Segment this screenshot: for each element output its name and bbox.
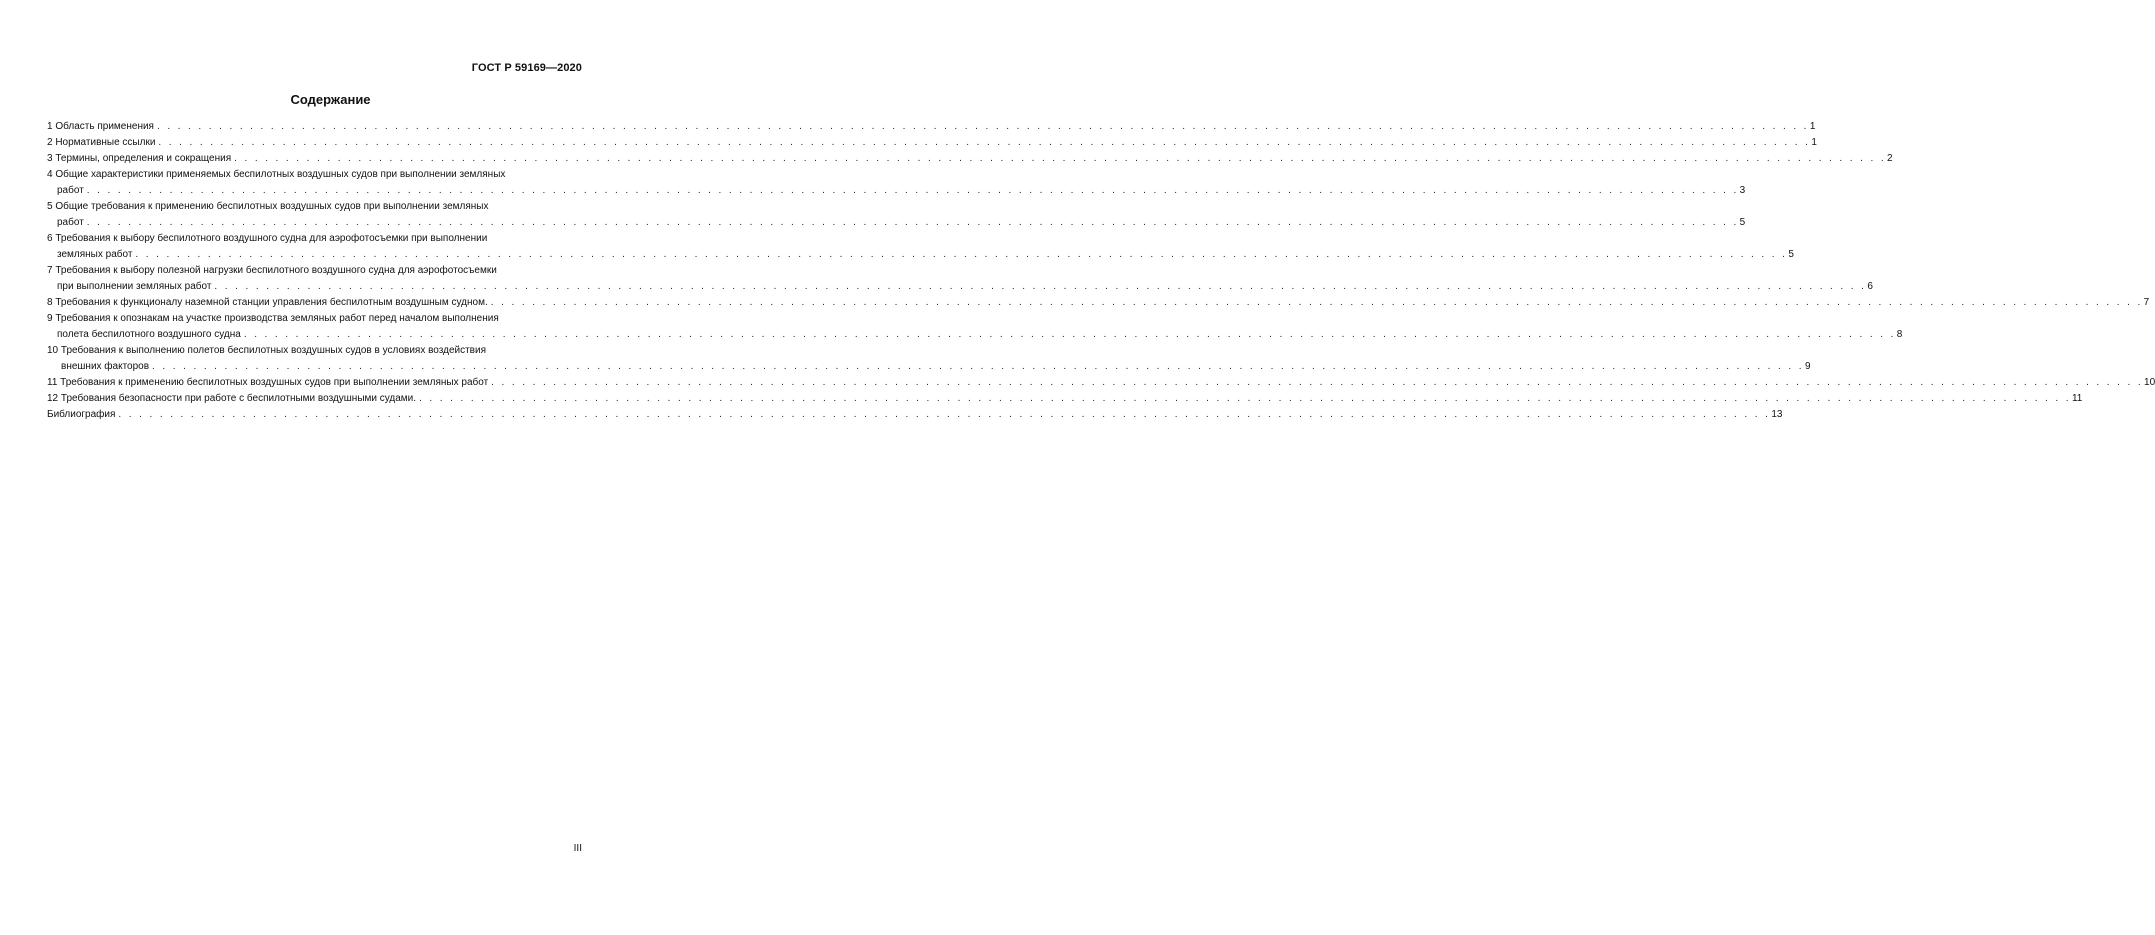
dot-leader: . . . . . . . . . . . . . . . . . . . . . . . . . . . . . . . . . . . . . . . . . . . . . . . . . . . . . . . . . . . . . . . . . . . . . . . . . . . . . . . . . . . . . . . . . . . . . . . . . . . . . . . . . . . . . . . . . . . . . . . . . . . . . . . . . . . . . . . . . . . . . . . . . . . . . . . . . . . . . . . . [243,329,1896,340]
toc-entry[interactable] [47,151,1893,167]
dot-leader: . . . . . . . . . . . . . . . . . . . . . . . . . . . . . . . . . . . . . . . . . . . . . . . . . . . . . . . . . . . . . . . . . . . . . . . . . . . . . . . . . . . . . . . . . . . . . . . . . . . . . . . . . . . . . . . . . . . . . . . . . . . . . . . . . . . . . . . . . . . . . . . . . . . . . . . . . . . . . . . . [234,153,1887,164]
toc-page-number: 11 [2071,393,2083,404]
toc-page-number: 5 [1788,249,1794,260]
toc-page-number: 6 [1867,281,1873,292]
toc-entry-title: 10 Требования к выполнению полетов беспилотных воздушных судов в условиях воздействия [47,345,486,356]
toc-page-number: 1 [1809,121,1816,132]
toc-entry-title: при выполнении земляных работ [57,281,212,292]
toc-entry-title: 3 Термины, определения и сокращения [47,153,232,164]
toc-entry[interactable] [47,119,1816,135]
dot-leader: . . . . . . . . . . . . . . . . . . . . . . . . . . . . . . . . . . . . . . . . . . . . . . . . . . . . . . . . . . . . . . . . . . . . . . . . . . . . . . . . . . . . . . . . . . . . . . . . . . . . . . . . . . . . . . . . . . . . . . . . . . . . . . . . . . . . . . . . . . . . . . . . . . . . . . . . . . . . . . . . [490,297,2143,308]
dot-leader: . . . . . . . . . . . . . . . . . . . . . . . . . . . . . . . . . . . . . . . . . . . . . . . . . . . . . . . . . . . . . . . . . . . . . . . . . . . . . . . . . . . . . . . . . . . . . . . . . . . . . . . . . . . . . . . . . . . . . . . . . . . . . . . . . . . . . . . . . . . . . . . . . . . . . . . . . . . . . . . . [118,409,1771,420]
toc-page-number: 1 [1811,137,1817,148]
toc-page-number: 3 [1739,185,1746,196]
toc-entry-title: работ [57,185,84,196]
toc-entry[interactable] [47,375,2155,391]
toc-entry-title: Библиография [47,409,116,420]
page-number: III [573,843,582,854]
toc-entry-title: внешних факторов [61,361,150,372]
toc-entry-title: земляных работ [57,249,133,260]
toc-entry[interactable] [47,311,1903,343]
dot-leader: . . . . . . . . . . . . . . . . . . . . . . . . . . . . . . . . . . . . . . . . . . . . . . . . . . . . . . . . . . . . . . . . . . . . . . . . . . . . . . . . . . . . . . . . . . . . . . . . . . . . . . . . . . . . . . . . . . . . . . . . . . . . . . . . . . . . . . . . . . . . . . . . . . . . . . . . . . . . . . . . [86,185,1739,196]
toc-entry-title: 6 Требования к выбору беспилотного воздушного судна для аэрофотосъемки при выполнении [47,233,488,244]
toc-page-number: 2 [1887,153,1893,164]
toc-entry[interactable] [47,199,1746,231]
toc-entry[interactable] [47,295,2150,311]
toc-entry[interactable] [47,407,1783,423]
toc-entry[interactable] [47,263,1873,295]
toc-entry-title: полета беспилотного воздушного судна [57,329,241,340]
dot-leader: . . . . . . . . . . . . . . . . . . . . . . . . . . . . . . . . . . . . . . . . . . . . . . . . . . . . . . . . . . . . . . . . . . . . . . . . . . . . . . . . . . . . . . . . . . . . . . . . . . . . . . . . . . . . . . . . . . . . . . . . . . . . . . . . . . . . . . . . . . . . . . . . . . . . . . . . . . . . . . . . [214,281,1867,292]
toc-entry-title: 11 Требования к применению беспилотных воздушных судов при выполнении земляных работ [47,377,489,388]
toc-entry-title: 5 Общие требования к применению беспилотных воздушных судов при выполнении земляных [47,201,489,212]
dot-leader: . . . . . . . . . . . . . . . . . . . . . . . . . . . . . . . . . . . . . . . . . . . . . . . . . . . . . . . . . . . . . . . . . . . . . . . . . . . . . . . . . . . . . . . . . . . . . . . . . . . . . . . . . . . . . . . . . . . . . . . . . . . . . . . . . . . . . . . . . . . . . . . . . . . . . . . . . . . . . . . . [158,137,1811,148]
toc-entry[interactable] [47,135,1817,151]
toc-entry-title: 4 Общие характеристики применяемых беспилотных воздушных судов при выполнении земляных [47,169,506,180]
dot-leader: . . . . . . . . . . . . . . . . . . . . . . . . . . . . . . . . . . . . . . . . . . . . . . . . . . . . . . . . . . . . . . . . . . . . . . . . . . . . . . . . . . . . . . . . . . . . . . . . . . . . . . . . . . . . . . . . . . . . . . . . . . . . . . . . . . . . . . . . . . . . . . . . . . . . . . . . . . . . . . . . [491,377,2144,388]
toc-entry[interactable] [47,391,2083,407]
toc-page-number: 10 [2144,377,2155,388]
toc-page-number: 13 [1771,409,1783,420]
toc-page-number: 5 [1739,217,1746,228]
dot-leader: . . . . . . . . . . . . . . . . . . . . . . . . . . . . . . . . . . . . . . . . . . . . . . . . . . . . . . . . . . . . . . . . . . . . . . . . . . . . . . . . . . . . . . . . . . . . . . . . . . . . . . . . . . . . . . . . . . . . . . . . . . . . . . . . . . . . . . . . . . . . . . . . . . . . . . . . . . . . . . . . [419,393,2071,404]
toc-page-number: 9 [1804,361,1811,372]
toc-entry-title: 9 Требования к опознакам на участке производства земляных работ перед началом выполнения [47,313,499,324]
dot-leader: . . . . . . . . . . . . . . . . . . . . . . . . . . . . . . . . . . . . . . . . . . . . . . . . . . . . . . . . . . . . . . . . . . . . . . . . . . . . . . . . . . . . . . . . . . . . . . . . . . . . . . . . . . . . . . . . . . . . . . . . . . . . . . . . . . . . . . . . . . . . . . . . . . . . . . . . . . . . . . . . [86,217,1739,228]
table-of-contents [47,119,2155,423]
document-code: ГОСТ Р 59169—2020 [471,62,582,74]
dot-leader: . . . . . . . . . . . . . . . . . . . . . . . . . . . . . . . . . . . . . . . . . . . . . . . . . . . . . . . . . . . . . . . . . . . . . . . . . . . . . . . . . . . . . . . . . . . . . . . . . . . . . . . . . . . . . . . . . . . . . . . . . . . . . . . . . . . . . . . . . . . . . . . . . . . . . . . . . . . . . . . . [156,121,1809,132]
toc-entry-title: работ [57,217,84,228]
dot-leader: . . . . . . . . . . . . . . . . . . . . . . . . . . . . . . . . . . . . . . . . . . . . . . . . . . . . . . . . . . . . . . . . . . . . . . . . . . . . . . . . . . . . . . . . . . . . . . . . . . . . . . . . . . . . . . . . . . . . . . . . . . . . . . . . . . . . . . . . . . . . . . . . . . . . . . . . . . . . . . . . [135,249,1788,260]
toc-title: Содержание [290,92,371,107]
dot-leader: . . . . . . . . . . . . . . . . . . . . . . . . . . . . . . . . . . . . . . . . . . . . . . . . . . . . . . . . . . . . . . . . . . . . . . . . . . . . . . . . . . . . . . . . . . . . . . . . . . . . . . . . . . . . . . . . . . . . . . . . . . . . . . . . . . . . . . . . . . . . . . . . . . . . . . . . . . . . . . . . [152,361,1804,372]
toc-page-number: 8 [1896,329,1903,340]
toc-entry-title: 7 Требования к выбору полезной нагрузки беспилотного воздушного судна для аэрофотосъемки [47,265,497,276]
toc-entry[interactable] [47,167,1746,199]
toc-entry-title: 2 Нормативные ссылки [47,137,156,148]
toc-page-number: 7 [2143,297,2150,308]
toc-entry-title: 1 Область применения [47,121,154,132]
toc-entry[interactable] [47,343,1811,375]
toc-entry-title: 12 Требования безопасности при работе с беспилотными воздушными судами. [47,393,417,404]
toc-entry-title: 8 Требования к функционалу наземной станции управления беспилотным воздушным судном. [47,297,488,308]
toc-entry[interactable] [47,231,1794,263]
